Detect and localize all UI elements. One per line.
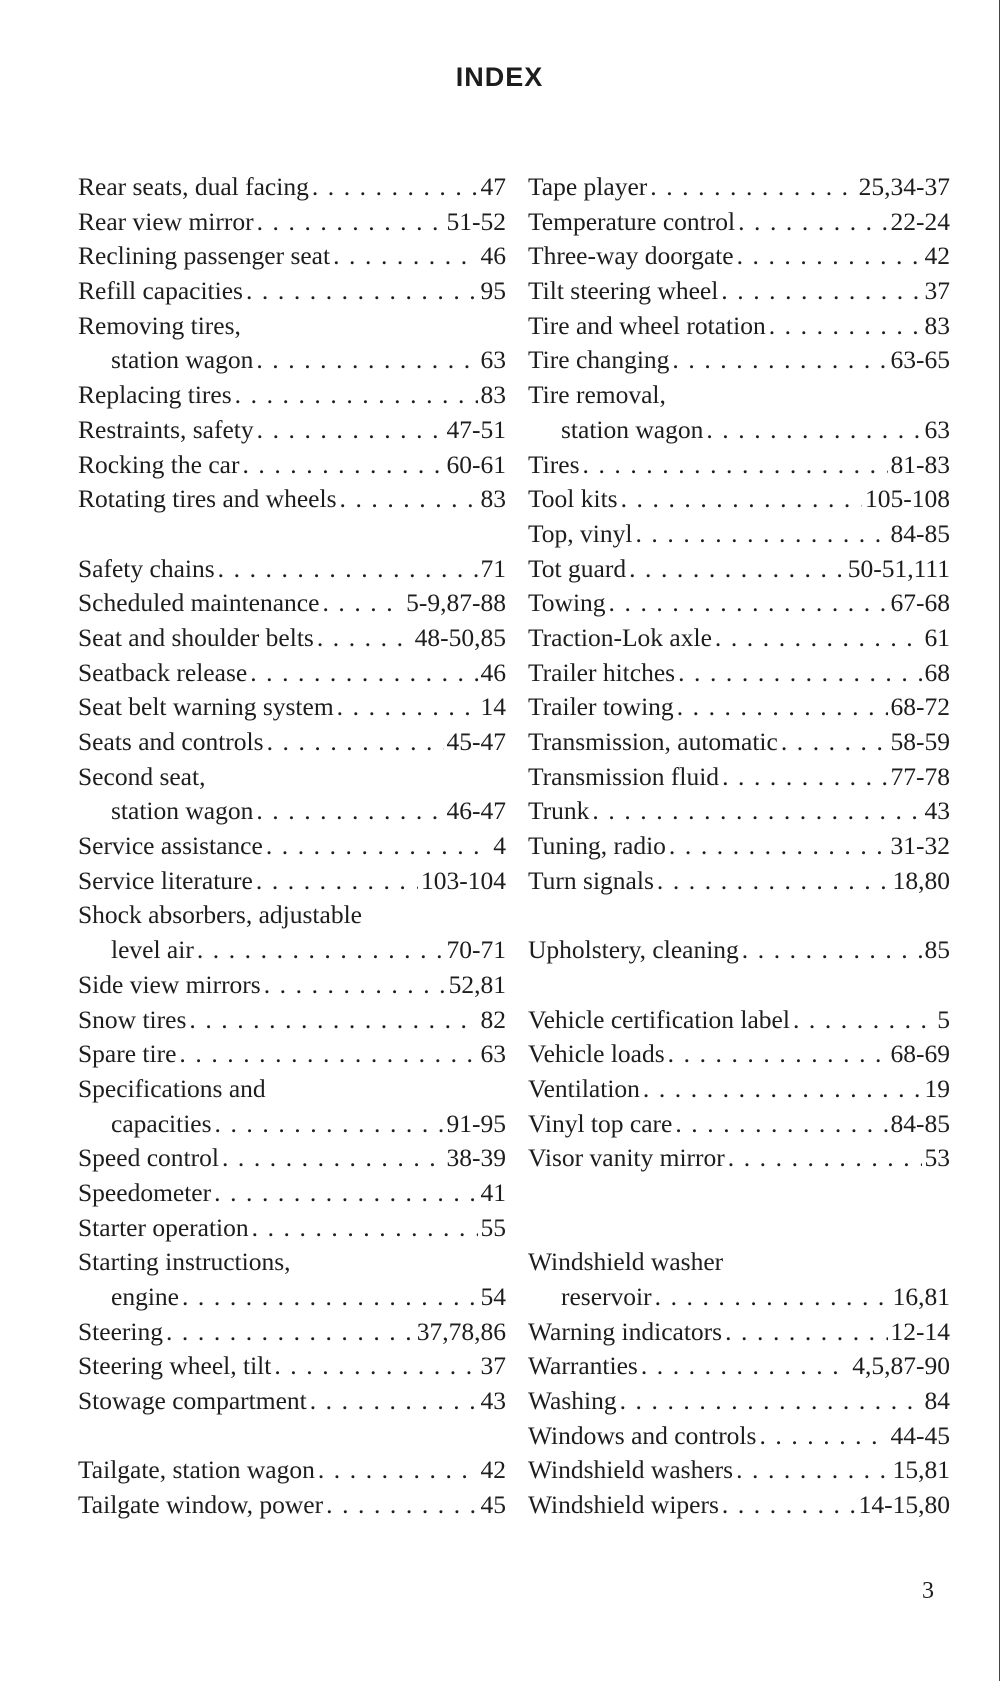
index-term: Starter operation [78, 1212, 249, 1242]
index-page-refs: 22-24 [890, 206, 950, 236]
section-gap [528, 898, 950, 933]
index-term: Snow tires [78, 1004, 187, 1034]
index-page-refs: 77-78 [890, 761, 950, 791]
index-page-refs: 37 [924, 276, 950, 306]
dot-leader [197, 933, 444, 968]
index-page-refs: 41 [480, 1177, 506, 1207]
index-page-refs: 50-51,111 [847, 553, 950, 583]
index-page-refs: 103-104 [421, 865, 506, 895]
dot-leader [725, 1315, 887, 1350]
dot-leader [326, 1488, 477, 1523]
index-entry [78, 448, 506, 483]
index-term: Safety chains [78, 553, 215, 583]
index-term: Vehicle loads [528, 1039, 665, 1069]
index-page-refs: 25,34-37 [858, 172, 950, 201]
index-entry [78, 239, 506, 274]
dot-leader [721, 274, 921, 309]
index-term: Tape player [528, 172, 648, 201]
index-entry [78, 725, 506, 760]
index-entry [528, 690, 950, 725]
index-entry [528, 552, 950, 587]
index-term: Steering [78, 1316, 163, 1346]
index-term: Warning indicators [528, 1316, 723, 1346]
index-term: Shock absorbers, adjustable [78, 900, 362, 930]
dot-leader [728, 1141, 922, 1176]
index-page-refs: 37,78,86 [416, 1316, 506, 1346]
index-page-refs: 38-39 [446, 1143, 506, 1173]
dot-leader [218, 552, 478, 587]
index-entry [78, 1003, 506, 1038]
index-term: Turn signals [528, 865, 654, 895]
index-entry [78, 1453, 506, 1488]
dot-leader [629, 552, 845, 587]
index-term: Ventilation [528, 1073, 640, 1103]
index-term: Windshield wipers [528, 1490, 719, 1520]
index-term: Windshield washers [528, 1455, 734, 1485]
dot-leader [655, 1280, 890, 1315]
index-entry [528, 794, 950, 829]
index-page-refs: 91-95 [446, 1108, 506, 1138]
index-term: Warranties [528, 1351, 638, 1381]
dot-leader [264, 968, 446, 1003]
index-term: Three-way doorgate [528, 241, 734, 271]
dot-leader [257, 413, 444, 448]
index-page-refs: 5 [937, 1004, 950, 1034]
index-page-refs: 71 [480, 553, 506, 583]
index-page-refs: 70-71 [446, 935, 506, 965]
index-term: Seats and controls [78, 727, 264, 756]
section-gap [528, 968, 950, 1003]
page-title: INDEX [455, 62, 544, 92]
index-entry [78, 690, 506, 725]
index-term: station wagon [111, 345, 254, 375]
index-term: Tot guard [528, 553, 627, 583]
dot-leader [179, 1037, 477, 1072]
index-term: Tire and wheel rotation [528, 310, 766, 340]
index-term: Rear seats, dual facing [78, 172, 309, 201]
index-term: Removing tires, [78, 310, 241, 340]
dot-leader [312, 170, 478, 205]
index-column-left [78, 170, 506, 1523]
index-term: Trunk [528, 796, 590, 826]
index-term: Tailgate window, power [78, 1490, 324, 1520]
index-page-refs: 43 [924, 796, 950, 826]
index-entry [78, 898, 506, 933]
index-entry [528, 933, 950, 968]
index-entry [78, 760, 506, 795]
index-term: Transmission fluid [528, 761, 720, 791]
dot-leader [738, 205, 887, 240]
index-entry [528, 1141, 950, 1176]
dot-leader [759, 1419, 887, 1454]
dot-leader [215, 1107, 444, 1142]
index-entry [78, 1107, 506, 1142]
dot-leader [267, 725, 444, 760]
dot-leader [736, 1453, 890, 1488]
dot-leader [250, 656, 477, 691]
dot-leader [650, 170, 855, 205]
index-page-refs: 43 [480, 1386, 506, 1416]
index-entry [528, 1245, 950, 1280]
dot-leader [769, 309, 922, 344]
index-term: Scheduled maintenance [78, 588, 320, 618]
dot-leader [583, 448, 888, 483]
index-term: Upholstery, cleaning [528, 935, 739, 965]
index-page-refs: 53 [924, 1143, 950, 1173]
dot-leader [742, 933, 922, 968]
index-term: Vinyl top care [528, 1108, 673, 1138]
dot-leader [620, 1384, 922, 1419]
dot-leader [641, 1349, 849, 1384]
index-entry [528, 656, 950, 691]
index-entry [78, 482, 506, 517]
dot-leader [337, 690, 478, 725]
index-column-right [528, 170, 950, 1523]
index-term: Trailer towing [528, 692, 674, 722]
index-entry [78, 343, 506, 378]
index-entry [528, 725, 950, 760]
dot-leader [722, 1488, 856, 1523]
index-term: engine [111, 1282, 179, 1311]
index-entry [528, 413, 950, 448]
index-entry [78, 1280, 506, 1315]
index-entry [528, 1280, 950, 1315]
index-term: Refill capacities [78, 276, 243, 306]
index-term: Specifications and [78, 1073, 266, 1103]
dot-leader [675, 1107, 887, 1142]
dot-leader [672, 343, 887, 378]
index-page-refs: 60-61 [446, 449, 506, 479]
index-term: Service literature [78, 865, 253, 895]
index-term: reservoir [561, 1282, 652, 1311]
index-page-refs: 4 [493, 831, 506, 861]
dot-leader [793, 1003, 934, 1038]
index-page-refs: 12-14 [890, 1316, 950, 1346]
index-entry [528, 864, 950, 899]
index-entry [528, 1003, 950, 1038]
index-term: station wagon [111, 796, 254, 826]
index-page-refs: 46 [480, 657, 506, 687]
index-entry [528, 517, 950, 552]
index-page-refs: 84-85 [890, 1108, 950, 1138]
dot-leader [677, 690, 888, 725]
index-entry [528, 448, 950, 483]
index-page-refs: 52,81 [448, 969, 506, 999]
dot-leader [621, 482, 862, 517]
index-term: Tire removal, [528, 380, 666, 410]
index-entry [528, 760, 950, 795]
index-page-refs: 44-45 [890, 1420, 950, 1450]
index-term: Speed control [78, 1143, 219, 1173]
index-page-refs: 58-59 [890, 727, 950, 756]
index-term: Top, vinyl [528, 518, 633, 548]
index-page-refs: 46-47 [446, 796, 506, 826]
dot-leader [166, 1315, 414, 1350]
section-gap [78, 1419, 506, 1454]
index-term: Rotating tires and wheels [78, 484, 337, 514]
dot-leader [222, 1141, 444, 1176]
dot-leader [256, 343, 477, 378]
index-term: station wagon [561, 414, 704, 444]
index-term: Restraints, safety [78, 414, 254, 444]
index-page-refs: 85 [924, 935, 950, 965]
index-entry [78, 1072, 506, 1107]
index-page-refs: 51-52 [446, 206, 506, 236]
dot-leader [256, 794, 443, 829]
index-entry [528, 274, 950, 309]
index-entry [78, 205, 506, 240]
index-entry [78, 1037, 506, 1072]
dot-leader [669, 829, 888, 864]
index-term: Rear view mirror [78, 206, 254, 236]
index-entry [78, 309, 506, 344]
index-page-refs: 63 [924, 414, 950, 444]
index-entry [528, 621, 950, 656]
index-entry [528, 586, 950, 621]
index-entry [528, 1453, 950, 1488]
index-page-refs: 63-65 [890, 345, 950, 375]
index-entry [528, 378, 950, 413]
index-entry [528, 1419, 950, 1454]
index-term: Seat and shoulder belts [78, 622, 314, 652]
index-page-refs: 45 [480, 1490, 506, 1520]
dot-leader [635, 517, 887, 552]
index-entry [78, 794, 506, 829]
index-entry [528, 1349, 950, 1384]
index-term: Tire changing [528, 345, 670, 375]
index-entry [78, 1384, 506, 1419]
section-gap [528, 1211, 950, 1246]
dot-leader [609, 586, 888, 621]
index-term: Washing [528, 1386, 617, 1416]
index-entry [528, 309, 950, 344]
dot-leader [246, 274, 478, 309]
index-page-refs: 84 [924, 1386, 950, 1416]
dot-leader [274, 1349, 477, 1384]
index-entry [528, 205, 950, 240]
index-page-refs: 14-15,80 [858, 1490, 950, 1520]
page-number: 3 [922, 1578, 934, 1604]
index-term: Reclining passenger seat [78, 241, 331, 271]
index-page-refs: 105-108 [865, 484, 950, 514]
index-entry [78, 656, 506, 691]
index-entry [78, 1315, 506, 1350]
index-entry [78, 968, 506, 1003]
index-term: Tool kits [528, 484, 618, 514]
index-entry [528, 239, 950, 274]
index-term: Trailer hitches [528, 657, 676, 687]
index-entry [78, 1211, 506, 1246]
dot-leader [643, 1072, 922, 1107]
index-term: Tailgate, station wagon [78, 1455, 315, 1485]
index-entry [78, 170, 506, 205]
index-entry [78, 933, 506, 968]
index-page-refs: 81-83 [890, 449, 950, 479]
index-term: Side view mirrors [78, 969, 261, 999]
index-entry [528, 829, 950, 864]
index-term: Steering wheel, tilt [78, 1351, 272, 1381]
index-page-refs: 68 [924, 657, 950, 687]
index-term: Windshield washer [528, 1247, 724, 1277]
index-page-refs: 47 [480, 172, 506, 201]
dot-leader [252, 1211, 478, 1246]
index-entry [528, 482, 950, 517]
index-entry [78, 1176, 506, 1211]
index-entry [78, 552, 506, 587]
index-term: Stowage compartment [78, 1386, 307, 1416]
index-entry [528, 170, 950, 205]
index-page-refs: 48-50,85 [414, 622, 506, 652]
dot-leader [737, 239, 922, 274]
index-entry [528, 1384, 950, 1419]
index-page-refs: 68-69 [890, 1039, 950, 1069]
index-page-refs: 54 [480, 1282, 506, 1311]
index-page-refs: 19 [924, 1073, 950, 1103]
index-page-refs: 95 [480, 276, 506, 306]
index-entry [78, 1245, 506, 1280]
dot-leader [668, 1037, 888, 1072]
dot-leader [317, 621, 412, 656]
dot-leader [257, 205, 444, 240]
index-page-refs: 82 [480, 1004, 506, 1034]
index-term: Temperature control [528, 206, 736, 236]
index-page-refs: 42 [924, 241, 950, 271]
dot-leader [592, 794, 921, 829]
section-gap [78, 517, 506, 552]
dot-leader [310, 1384, 478, 1419]
index-entry [78, 378, 506, 413]
index-term: Seat belt warning system [78, 692, 334, 722]
index-term: Towing [528, 588, 606, 618]
index-term: Tuning, radio [528, 831, 666, 861]
dot-leader [189, 1003, 477, 1038]
index-entry [78, 413, 506, 448]
index-page-refs: 42 [480, 1455, 506, 1485]
index-term: Service assistance [78, 831, 263, 861]
index-entry [78, 864, 506, 899]
index-page-refs: 14 [480, 692, 506, 722]
index-page-refs: 37 [480, 1351, 506, 1381]
index-term: Traction-Lok axle [528, 622, 712, 652]
index-entry [528, 1315, 950, 1350]
index-term: Seatback release [78, 657, 248, 687]
index-term: Windows and controls [528, 1420, 757, 1450]
index-term: Vehicle certification label [528, 1004, 790, 1034]
index-entry [528, 1488, 950, 1523]
dot-leader [722, 760, 887, 795]
index-page-refs: 16,81 [892, 1282, 950, 1311]
index-term: level air [111, 935, 194, 965]
index-page-refs: 18,80 [892, 865, 950, 895]
index-page-refs: 4,5,87-90 [852, 1351, 950, 1381]
dot-leader [214, 1176, 477, 1211]
index-entry [78, 621, 506, 656]
index-entry [78, 274, 506, 309]
index-page-refs: 68-72 [890, 692, 950, 722]
dot-leader [340, 482, 478, 517]
index-term: Tires [528, 449, 580, 479]
dot-leader [318, 1453, 478, 1488]
index-page-refs: 84-85 [890, 518, 950, 548]
index-page-refs: 47-51 [446, 414, 506, 444]
dot-leader [235, 378, 478, 413]
index-entry [528, 1037, 950, 1072]
index-page-refs: 67-68 [890, 588, 950, 618]
index-page-refs: 31-32 [890, 831, 950, 861]
dot-leader [256, 864, 418, 899]
index-page-refs: 5-9,87-88 [406, 588, 506, 618]
dot-leader [715, 621, 922, 656]
index-page-refs: 83 [480, 380, 506, 410]
index-entry [78, 1488, 506, 1523]
index-page-refs: 45-47 [446, 727, 506, 756]
section-gap [528, 1176, 950, 1211]
index-page-refs: 15,81 [892, 1455, 950, 1485]
index-term: capacities [111, 1108, 212, 1138]
index-term: Replacing tires [78, 380, 232, 410]
index-page-refs: 83 [480, 484, 506, 514]
dot-leader [706, 413, 921, 448]
dot-leader [322, 586, 403, 621]
index-page-refs: 61 [924, 622, 950, 652]
index-entry [528, 1072, 950, 1107]
dot-leader [182, 1280, 478, 1315]
dot-leader [657, 864, 890, 899]
index-entry [528, 343, 950, 378]
index-term: Rocking the car [78, 449, 240, 479]
index-page-refs: 63 [480, 345, 506, 375]
index-entry [78, 1141, 506, 1176]
index-page-refs: 83 [924, 310, 950, 340]
index-page-refs: 55 [480, 1212, 506, 1242]
dot-leader [333, 239, 477, 274]
index-term: Starting instructions, [78, 1247, 291, 1277]
index-entry [78, 1349, 506, 1384]
dot-leader [781, 725, 888, 760]
index-term: Transmission, automatic [528, 727, 778, 756]
dot-leader [678, 656, 921, 691]
dot-leader [242, 448, 443, 483]
index-term: Second seat, [78, 761, 206, 791]
index-entry [528, 1107, 950, 1142]
index-term: Visor vanity mirror [528, 1143, 725, 1173]
index-term: Speedometer [78, 1177, 212, 1207]
index-entry [78, 586, 506, 621]
dot-leader [266, 829, 490, 864]
index-page-refs: 46 [480, 241, 506, 271]
index-page-refs: 63 [480, 1039, 506, 1069]
index-term: Spare tire [78, 1039, 177, 1069]
index-entry [78, 829, 506, 864]
index-term: Tilt steering wheel [528, 276, 719, 306]
